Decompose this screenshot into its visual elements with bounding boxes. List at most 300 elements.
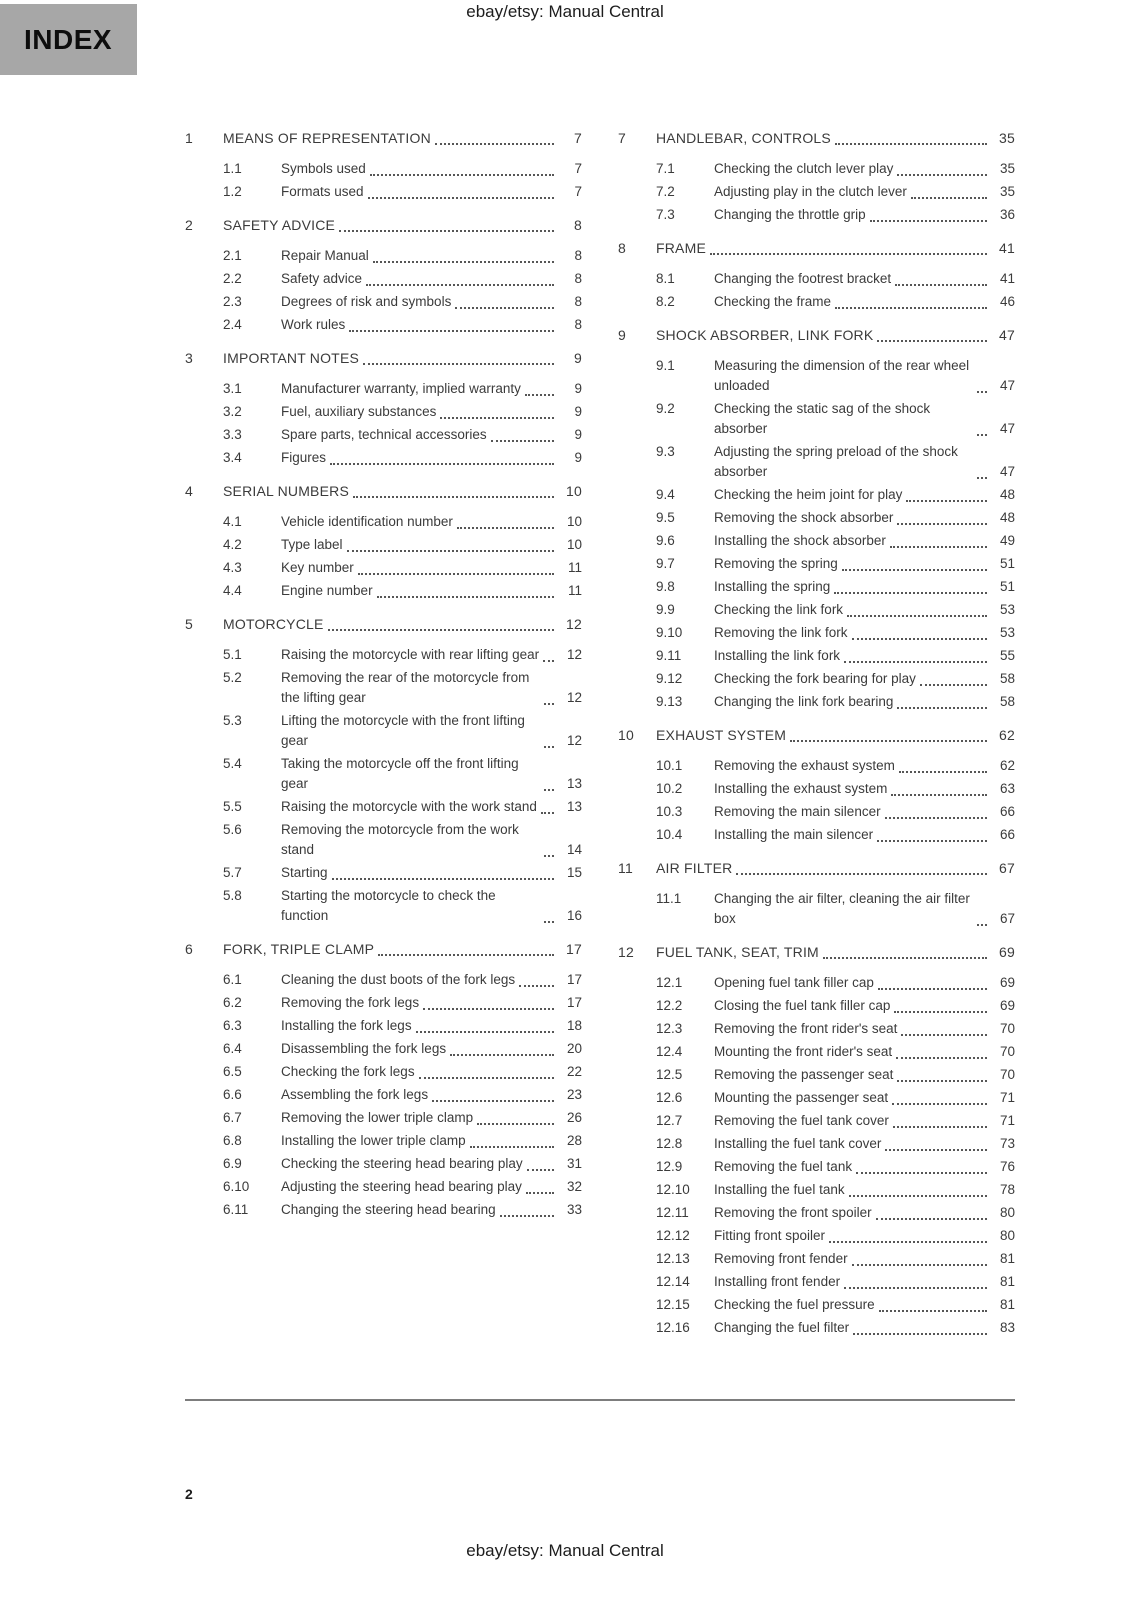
entry-number: 5.2 xyxy=(223,670,242,685)
entry-title: Installing the exhaust system xyxy=(714,781,888,796)
toc-entry-row xyxy=(618,802,1015,822)
page-reference: 7 xyxy=(574,184,582,199)
dot-leader xyxy=(899,771,987,773)
toc-entry-row xyxy=(185,535,582,555)
entry-title: Checking the static sag of the shock absorber xyxy=(714,401,931,436)
entry-title: Taking the motorcycle off the front lifting gear xyxy=(281,756,519,791)
entry-number: 9.6 xyxy=(656,533,675,548)
section-number: 11 xyxy=(618,860,633,876)
dot-leader xyxy=(920,684,987,686)
toc-entry-row xyxy=(618,1019,1015,1039)
page-reference: 53 xyxy=(999,625,1015,640)
table-of-contents xyxy=(185,128,1015,1341)
toc-entry-row xyxy=(185,711,582,751)
toc-entry-row xyxy=(618,399,1015,439)
toc-entry-row xyxy=(185,512,582,532)
entry-title: Fitting front spoiler xyxy=(714,1228,826,1243)
page-reference: 62 xyxy=(999,758,1015,773)
section-title: FORK, TRIPLE CLAMP xyxy=(223,941,375,957)
entry-number: 12.10 xyxy=(656,1182,690,1197)
dot-leader xyxy=(870,220,987,222)
toc-entry-row xyxy=(185,1131,582,1151)
toc-entry-row xyxy=(185,558,582,578)
entry-number: 3.4 xyxy=(223,450,242,465)
dot-leader xyxy=(835,307,987,309)
entry-number: 6.9 xyxy=(223,1156,242,1171)
entry-title: Removing the exhaust system xyxy=(714,758,895,773)
entry-title: Changing the steering head bearing xyxy=(281,1202,496,1217)
toc-section-row xyxy=(185,215,582,235)
section-number: 4 xyxy=(185,483,193,499)
toc-section-row xyxy=(185,348,582,368)
section-number: 6 xyxy=(185,941,193,957)
entry-title: Mounting the front rider's seat xyxy=(714,1044,893,1059)
page-number: 2 xyxy=(185,1486,193,1502)
toc-entry-row xyxy=(618,692,1015,712)
page-reference: 80 xyxy=(999,1205,1015,1220)
page-reference: 32 xyxy=(566,1179,582,1194)
entry-title: Degrees of risk and symbols xyxy=(281,294,452,309)
page-reference: 58 xyxy=(999,694,1015,709)
section-title: EXHAUST SYSTEM xyxy=(656,727,787,743)
entry-number: 9.12 xyxy=(656,671,683,686)
page-reference: 80 xyxy=(999,1228,1015,1243)
entry-title: Measuring the dimension of the rear wheel unloaded xyxy=(714,358,970,393)
section-number: 2 xyxy=(185,217,193,233)
entry-title: Assembling the fork legs xyxy=(281,1087,429,1102)
entry-title: Removing the main silencer xyxy=(714,804,881,819)
dot-leader xyxy=(519,985,554,987)
toc-section-row xyxy=(618,128,1015,148)
page-reference: 10 xyxy=(566,514,582,529)
page-reference: 8 xyxy=(574,248,582,263)
entry-title: Engine number xyxy=(281,583,373,598)
dot-leader xyxy=(829,1241,987,1243)
section-number: 10 xyxy=(618,727,634,743)
section-title: FUEL TANK, SEAT, TRIM xyxy=(656,944,819,960)
dot-leader xyxy=(823,957,987,959)
dot-leader xyxy=(525,394,554,396)
entry-title: Work rules xyxy=(281,317,346,332)
toc-entry-row xyxy=(185,863,582,883)
page-reference: 35 xyxy=(999,161,1015,176)
section-number: 1 xyxy=(185,130,193,146)
entry-title: Removing the motorcycle from the work stand xyxy=(281,822,519,857)
page-reference: 70 xyxy=(999,1021,1015,1036)
toc-entry-row xyxy=(618,1180,1015,1200)
entry-number: 12.1 xyxy=(656,975,683,990)
entry-number: 7.3 xyxy=(656,207,675,222)
entry-title: Installing the spring xyxy=(714,579,831,594)
dot-leader xyxy=(890,546,987,548)
section-number: 5 xyxy=(185,616,193,632)
dot-leader xyxy=(347,550,554,552)
entry-number: 9.10 xyxy=(656,625,683,640)
page-reference: 11 xyxy=(567,560,582,575)
section-title: SERIAL NUMBERS xyxy=(223,483,349,499)
entry-title: Changing the fuel filter xyxy=(714,1320,850,1335)
page-reference: 36 xyxy=(999,207,1015,222)
page-reference: 62 xyxy=(999,727,1015,743)
toc-entry-row xyxy=(618,1318,1015,1338)
page-reference: 15 xyxy=(566,865,582,880)
toc-entry-row xyxy=(185,379,582,399)
page-reference: 81 xyxy=(999,1274,1015,1289)
page-reference: 8 xyxy=(574,317,582,332)
dot-leader xyxy=(330,463,554,465)
page-reference: 51 xyxy=(999,579,1015,594)
entry-number: 6.7 xyxy=(223,1110,242,1125)
page-reference: 66 xyxy=(999,827,1015,842)
dot-leader xyxy=(876,1218,987,1220)
entry-title: Raising the motorcycle with the work stand xyxy=(281,799,537,814)
toc-entry-row xyxy=(185,1108,582,1128)
entry-title: Removing the spring xyxy=(714,556,838,571)
dot-leader xyxy=(977,924,987,926)
dot-leader xyxy=(440,417,554,419)
entry-number: 12.2 xyxy=(656,998,683,1013)
page-reference: 14 xyxy=(566,842,582,857)
toc-entry-row xyxy=(185,425,582,445)
dot-leader xyxy=(891,794,987,796)
entry-number: 12.16 xyxy=(656,1320,690,1335)
dot-leader xyxy=(834,592,987,594)
dot-leader xyxy=(544,855,554,857)
page-reference: 23 xyxy=(566,1087,582,1102)
entry-number: 4.2 xyxy=(223,537,242,552)
toc-entry-row xyxy=(185,993,582,1013)
page-reference: 7 xyxy=(574,161,582,176)
section-title: SAFETY ADVICE xyxy=(223,217,336,233)
dot-leader xyxy=(892,1103,987,1105)
toc-entry-row xyxy=(185,754,582,794)
toc-entry-row xyxy=(618,577,1015,597)
entry-title: Starting xyxy=(281,865,328,880)
page-reference: 9 xyxy=(574,450,582,465)
toc-entry-row xyxy=(618,623,1015,643)
entry-number: 6.3 xyxy=(223,1018,242,1033)
entry-title: Lifting the motorcycle with the front lifting gear xyxy=(281,713,525,748)
entry-number: 2.3 xyxy=(223,294,242,309)
toc-entry-row xyxy=(185,645,582,665)
dot-leader xyxy=(977,391,987,393)
page-reference: 17 xyxy=(566,995,582,1010)
entry-title: Fuel, auxiliary substances xyxy=(281,404,437,419)
entry-title: Removing the shock absorber xyxy=(714,510,894,525)
toc-entry-row xyxy=(618,508,1015,528)
page-reference: 17 xyxy=(566,941,582,957)
dot-leader xyxy=(527,1169,554,1171)
page-reference: 9 xyxy=(574,404,582,419)
entry-number: 4.1 xyxy=(223,514,242,529)
dot-leader xyxy=(457,527,554,529)
dot-leader xyxy=(544,746,554,748)
footer-divider xyxy=(185,1399,1015,1401)
entry-number: 2.4 xyxy=(223,317,242,332)
entry-title: Removing the fuel tank cover xyxy=(714,1113,889,1128)
toc-entry-row xyxy=(618,1295,1015,1315)
page-reference: 48 xyxy=(999,487,1015,502)
toc-entry-row xyxy=(618,554,1015,574)
entry-number: 5.8 xyxy=(223,888,242,903)
header-title: ebay/etsy: Manual Central xyxy=(466,2,664,21)
entry-number: 12.6 xyxy=(656,1090,683,1105)
page-reference: 70 xyxy=(999,1044,1015,1059)
toc-entry-row xyxy=(185,1062,582,1082)
entry-title: Formats used xyxy=(281,184,364,199)
dot-leader xyxy=(544,921,554,923)
entry-number: 3.3 xyxy=(223,427,242,442)
dot-leader xyxy=(736,873,987,875)
entry-number: 9.4 xyxy=(656,487,675,502)
page-reference: 10 xyxy=(566,537,582,552)
page-reference: 53 xyxy=(999,602,1015,617)
index-label: INDEX xyxy=(24,23,113,55)
page-reference: 12 xyxy=(566,616,582,632)
page-reference: 83 xyxy=(999,1320,1015,1335)
toc-entry-row xyxy=(618,159,1015,179)
dot-leader xyxy=(844,1287,987,1289)
dot-leader xyxy=(844,661,987,663)
page-reference: 81 xyxy=(999,1297,1015,1312)
dot-leader xyxy=(339,230,554,232)
toc-entry-row xyxy=(185,1200,582,1220)
section-number: 8 xyxy=(618,240,626,256)
entry-number: 4.4 xyxy=(223,583,242,598)
toc-section-row xyxy=(185,481,582,501)
toc-entry-row xyxy=(618,205,1015,225)
entry-number: 9.3 xyxy=(656,444,675,459)
dot-leader xyxy=(856,1172,987,1174)
dot-leader xyxy=(491,440,554,442)
toc-entry-row xyxy=(618,1249,1015,1269)
entry-number: 12.11 xyxy=(656,1205,689,1220)
page-reference: 16 xyxy=(566,908,582,923)
page-reference: 28 xyxy=(566,1133,582,1148)
entry-number: 6.5 xyxy=(223,1064,242,1079)
page-reference: 9 xyxy=(574,381,582,396)
entry-title: Installing the fuel tank cover xyxy=(714,1136,882,1151)
page-reference: 47 xyxy=(999,464,1015,479)
toc-entry-row xyxy=(618,779,1015,799)
entry-title: Installing front fender xyxy=(714,1274,841,1289)
toc-entry-row xyxy=(185,886,582,926)
page-reference: 67 xyxy=(999,860,1015,876)
entry-number: 6.11 xyxy=(223,1202,249,1217)
toc-entry-row xyxy=(185,1177,582,1197)
entry-number: 10.4 xyxy=(656,827,683,842)
toc-entry-row xyxy=(185,315,582,335)
dot-leader xyxy=(450,1054,554,1056)
entry-number: 5.6 xyxy=(223,822,242,837)
page-header xyxy=(0,0,1130,22)
dot-leader xyxy=(432,1100,554,1102)
page-reference: 41 xyxy=(999,240,1015,256)
page-reference: 47 xyxy=(999,378,1015,393)
page-reference: 41 xyxy=(999,271,1015,286)
entry-title: Installing the fork legs xyxy=(281,1018,412,1033)
toc-column xyxy=(185,128,582,1341)
toc-section-row xyxy=(618,725,1015,745)
dot-leader xyxy=(897,523,987,525)
entry-title: Disassembling the fork legs xyxy=(281,1041,447,1056)
entry-number: 12.7 xyxy=(656,1113,683,1128)
page-reference: 18 xyxy=(566,1018,582,1033)
dot-leader xyxy=(877,840,987,842)
page-reference: 8 xyxy=(574,294,582,309)
toc-entry-row xyxy=(185,1085,582,1105)
entry-number: 8.2 xyxy=(656,294,675,309)
dot-leader xyxy=(349,330,554,332)
entry-title: Installing the link fork xyxy=(714,648,841,663)
entry-title: Raising the motorcycle with rear lifting gear xyxy=(281,647,540,662)
section-number: 3 xyxy=(185,350,193,366)
entry-number: 1.2 xyxy=(223,184,242,199)
toc-entry-row xyxy=(618,356,1015,396)
toc-entry-row xyxy=(618,1088,1015,1108)
page-reference: 47 xyxy=(999,421,1015,436)
entry-title: Removing front fender xyxy=(714,1251,848,1266)
entry-number: 6.10 xyxy=(223,1179,250,1194)
toc-entry-row xyxy=(185,402,582,422)
page-reference: 17 xyxy=(566,972,582,987)
dot-leader xyxy=(368,197,554,199)
entry-number: 12.15 xyxy=(656,1297,690,1312)
entry-title: Adjusting the steering head bearing play xyxy=(281,1179,522,1194)
entry-title: Mounting the passenger seat xyxy=(714,1090,889,1105)
entry-title: Installing the shock absorber xyxy=(714,533,886,548)
toc-entry-row xyxy=(185,159,582,179)
dot-leader xyxy=(332,878,554,880)
toc-entry-row xyxy=(185,581,582,601)
toc-entry-row xyxy=(618,1157,1015,1177)
toc-entry-row xyxy=(618,531,1015,551)
entry-title: Starting the motorcycle to check the function xyxy=(281,888,496,923)
dot-leader xyxy=(435,143,554,145)
page-reference: 35 xyxy=(999,184,1015,199)
page-reference: 55 xyxy=(999,648,1015,663)
section-title: HANDLEBAR, CONTROLS xyxy=(656,130,831,146)
entry-title: Checking the heim joint for play xyxy=(714,487,903,502)
entry-number: 9.2 xyxy=(656,401,675,416)
dot-leader xyxy=(894,1011,987,1013)
page-reference: 69 xyxy=(999,944,1015,960)
toc-entry-row xyxy=(185,182,582,202)
entry-number: 11.1 xyxy=(656,891,682,906)
toc-entry-row xyxy=(618,1134,1015,1154)
dot-leader xyxy=(847,615,987,617)
toc-entry-row xyxy=(618,1111,1015,1131)
page-reference: 70 xyxy=(999,1067,1015,1082)
entry-title: Adjusting play in the clutch lever xyxy=(714,184,907,199)
entry-number: 4.3 xyxy=(223,560,242,575)
dot-leader xyxy=(790,740,987,742)
page-reference: 12 xyxy=(566,733,582,748)
entry-title: Installing the fuel tank xyxy=(714,1182,845,1197)
entry-number: 3.2 xyxy=(223,404,242,419)
dot-leader xyxy=(543,660,554,662)
toc-section-row xyxy=(185,939,582,959)
dot-leader xyxy=(373,261,554,263)
page-footer xyxy=(0,1541,1130,1561)
entry-title: Type label xyxy=(281,537,343,552)
toc-section-row xyxy=(618,858,1015,878)
page-reference: 13 xyxy=(566,776,582,791)
entry-title: Removing the front spoiler xyxy=(714,1205,872,1220)
toc-entry-row xyxy=(618,269,1015,289)
toc-section-row xyxy=(185,614,582,634)
index-label-box xyxy=(0,4,137,75)
page-reference: 78 xyxy=(999,1182,1015,1197)
page-reference: 9 xyxy=(574,427,582,442)
entry-number: 7.2 xyxy=(656,184,675,199)
toc-entry-row xyxy=(618,1042,1015,1062)
entry-title: Changing the air filter, cleaning the air filter box xyxy=(714,891,970,926)
dot-leader xyxy=(853,1333,987,1335)
dot-leader xyxy=(895,284,987,286)
footer-title: ebay/etsy: Manual Central xyxy=(466,1541,664,1560)
page-reference: 31 xyxy=(566,1156,582,1171)
toc-entry-row xyxy=(185,246,582,266)
toc-entry-row xyxy=(618,756,1015,776)
entry-title: Removing the fuel tank xyxy=(714,1159,853,1174)
toc-entry-row xyxy=(185,668,582,708)
dot-leader xyxy=(328,629,554,631)
toc-entry-row xyxy=(618,646,1015,666)
entry-title: Changing the link fork bearing xyxy=(714,694,894,709)
entry-number: 12.12 xyxy=(656,1228,690,1243)
dot-leader xyxy=(419,1077,554,1079)
entry-number: 5.3 xyxy=(223,713,242,728)
page-reference: 7 xyxy=(574,130,582,146)
entry-title: Checking the steering head bearing play xyxy=(281,1156,523,1171)
toc-entry-row xyxy=(185,269,582,289)
page-reference: 76 xyxy=(999,1159,1015,1174)
page-reference: 69 xyxy=(999,998,1015,1013)
section-title: AIR FILTER xyxy=(656,860,733,876)
entry-number: 6.4 xyxy=(223,1041,242,1056)
dot-leader xyxy=(885,817,987,819)
dot-leader xyxy=(353,496,554,498)
page-reference: 13 xyxy=(566,799,582,814)
dot-leader xyxy=(896,1057,987,1059)
entry-title: Key number xyxy=(281,560,354,575)
dot-leader xyxy=(852,638,987,640)
toc-section-row xyxy=(618,325,1015,345)
toc-entry-row xyxy=(618,600,1015,620)
dot-leader xyxy=(842,569,987,571)
entry-title: Installing the lower triple clamp xyxy=(281,1133,466,1148)
entry-number: 5.5 xyxy=(223,799,242,814)
page-reference: 69 xyxy=(999,975,1015,990)
dot-leader xyxy=(544,789,554,791)
dot-leader xyxy=(849,1195,987,1197)
page-reference: 66 xyxy=(999,804,1015,819)
toc-entry-row xyxy=(185,1039,582,1059)
page-reference: 67 xyxy=(999,911,1015,926)
entry-number: 5.1 xyxy=(223,647,242,662)
dot-leader xyxy=(541,812,554,814)
entry-title: Safety advice xyxy=(281,271,363,286)
page-reference: 49 xyxy=(999,533,1015,548)
dot-leader xyxy=(897,174,987,176)
dot-leader xyxy=(377,596,554,598)
entry-title: Manufacturer warranty, implied warranty xyxy=(281,381,521,396)
entry-number: 1.1 xyxy=(223,161,242,176)
dot-leader xyxy=(363,363,554,365)
dot-leader xyxy=(470,1146,554,1148)
entry-number: 3.1 xyxy=(223,381,242,396)
